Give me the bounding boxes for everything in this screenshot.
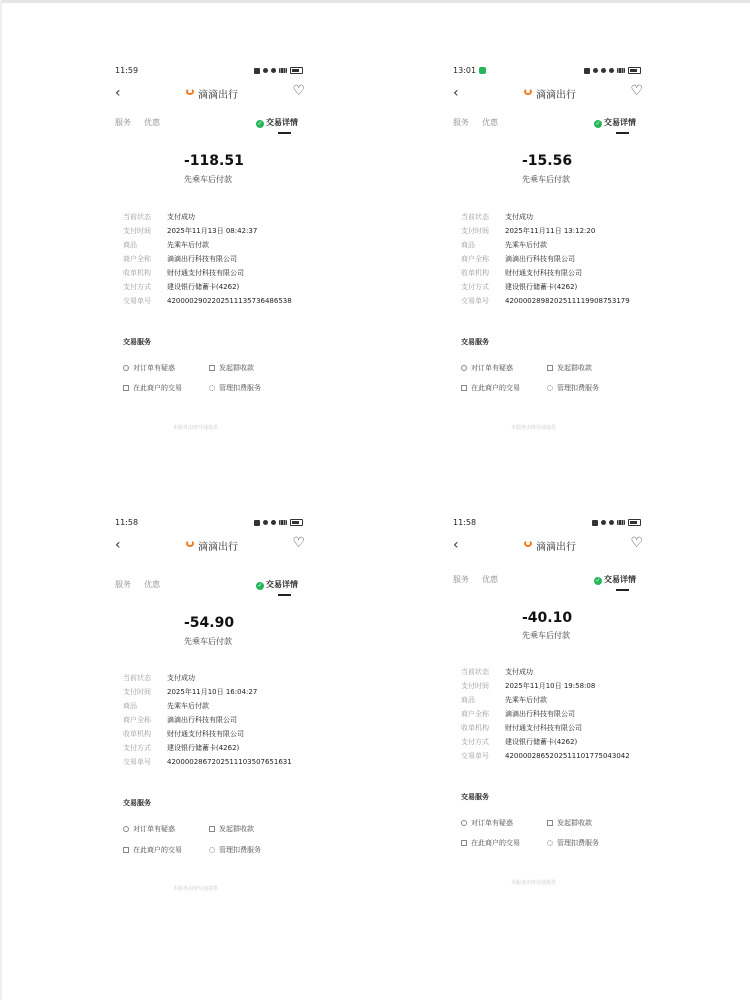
mute-icon xyxy=(263,520,268,525)
field-label: 商品 xyxy=(461,241,475,249)
signal-icon xyxy=(279,520,287,525)
service-label: 发起群收款 xyxy=(557,364,592,372)
field-label: 交易单号 xyxy=(123,758,151,766)
field-value: 支付成功 xyxy=(167,674,195,682)
merchant-transactions-button[interactable] xyxy=(461,838,520,848)
status-time-text: 13:01 xyxy=(453,66,477,75)
detail-row-product xyxy=(461,693,643,707)
status-time: 11:59 xyxy=(115,66,139,75)
field-value: 4200002865202511101775043042 xyxy=(505,752,630,760)
didi-logo-icon xyxy=(524,540,532,547)
tab-active-indicator xyxy=(616,132,629,134)
list-icon xyxy=(123,385,129,391)
detail-row-order-id xyxy=(461,294,643,308)
tab-service[interactable]: 服务 xyxy=(453,118,469,127)
field-label: 支付时间 xyxy=(123,227,151,235)
field-label: 商品 xyxy=(123,702,137,710)
tab-active-indicator xyxy=(616,589,629,591)
field-value: 建设银行储蓄卡(4262) xyxy=(167,283,240,291)
field-value: 建设银行储蓄卡(4262) xyxy=(505,738,578,746)
payment-item: 先乘车后付款 xyxy=(184,637,232,646)
help-icon xyxy=(461,820,467,826)
mute-icon xyxy=(601,520,606,525)
detail-row-method xyxy=(461,280,643,294)
services-title: 交易服务 xyxy=(123,338,151,346)
tab-transaction-detail[interactable] xyxy=(256,579,298,590)
group-collect-button[interactable] xyxy=(547,818,592,828)
tab-bar xyxy=(115,117,305,131)
detail-row-product xyxy=(123,699,305,713)
field-label: 交易单号 xyxy=(123,297,151,305)
status-icons xyxy=(592,519,641,526)
list-icon xyxy=(123,847,129,853)
service-label: 在此商户的交易 xyxy=(133,384,182,392)
service-label: 发起群收款 xyxy=(557,819,592,827)
field-value: 支付成功 xyxy=(505,213,533,221)
green-check-icon: ✓ xyxy=(595,577,601,584)
field-label: 支付方式 xyxy=(123,283,151,291)
battery-icon xyxy=(290,67,303,74)
group-collect-button[interactable] xyxy=(209,363,254,373)
nav-bar xyxy=(453,535,643,554)
provider-note: 本服务由财付通提供 xyxy=(173,425,219,431)
tab-promo[interactable]: 优惠 xyxy=(144,118,160,127)
mute-icon xyxy=(263,68,268,73)
status-bar xyxy=(115,518,305,530)
detail-rows xyxy=(123,671,305,769)
battery-icon xyxy=(628,519,641,526)
detail-row-method xyxy=(123,741,305,755)
field-label: 交易单号 xyxy=(461,752,489,760)
service-label: 在此商户的交易 xyxy=(133,846,182,854)
gear-icon xyxy=(547,385,553,391)
nav-bar xyxy=(115,83,305,102)
detail-rows xyxy=(461,210,643,308)
wifi-icon xyxy=(271,520,276,525)
field-label: 当前状态 xyxy=(461,213,489,221)
help-icon xyxy=(123,826,129,832)
field-label: 当前状态 xyxy=(123,213,151,221)
detail-row-status xyxy=(123,671,305,685)
field-label: 支付时间 xyxy=(461,682,489,690)
detail-row-order-id xyxy=(123,755,305,769)
field-value: 先乘车后付款 xyxy=(167,702,209,710)
tab-detail-label: 交易详情 xyxy=(266,118,298,127)
green-check-icon: ✓ xyxy=(257,120,263,127)
field-label: 支付方式 xyxy=(123,744,151,752)
signal-icon xyxy=(617,68,625,73)
payment-amount: -15.56 xyxy=(522,153,573,169)
merchant-title[interactable]: 滴滴出行 xyxy=(536,542,576,553)
payment-detail-screen-2 xyxy=(453,66,643,446)
payment-item: 先乘车后付款 xyxy=(184,175,232,184)
list-icon xyxy=(461,385,467,391)
payment-detail-screen-1 xyxy=(115,66,305,446)
green-check-icon: ✓ xyxy=(257,582,263,589)
field-label: 支付方式 xyxy=(461,283,489,291)
location-icon xyxy=(593,68,598,73)
field-label: 商户全称 xyxy=(123,716,151,724)
document-icon xyxy=(209,365,215,371)
services-title: 交易服务 xyxy=(461,793,489,801)
field-label: 支付时间 xyxy=(123,688,151,696)
detail-row-product xyxy=(461,238,643,252)
field-value: 支付成功 xyxy=(167,213,195,221)
wechat-notification-icon xyxy=(479,67,486,74)
gear-icon xyxy=(547,840,553,846)
tab-transaction-detail[interactable] xyxy=(594,574,636,585)
document-icon xyxy=(547,365,553,371)
tab-active-indicator xyxy=(278,594,291,596)
heart-icon[interactable]: ♡ xyxy=(630,83,643,99)
payment-amount: -40.10 xyxy=(522,610,573,626)
service-label: 管理扣费服务 xyxy=(557,839,599,847)
field-label: 收单机构 xyxy=(461,724,489,732)
field-label: 支付时间 xyxy=(461,227,489,235)
field-value: 先乘车后付款 xyxy=(167,241,209,249)
detail-row-status xyxy=(461,210,643,224)
tab-bar xyxy=(115,579,305,593)
payment-amount: -118.51 xyxy=(184,153,244,169)
gear-icon xyxy=(209,385,215,391)
detail-row-method xyxy=(123,280,305,294)
service-label: 在此商户的交易 xyxy=(471,839,520,847)
tab-promo[interactable]: 优惠 xyxy=(482,118,498,127)
detail-row-time xyxy=(461,224,643,238)
detail-row-product xyxy=(123,238,305,252)
merchant-transactions-button[interactable] xyxy=(123,383,182,393)
field-label: 收单机构 xyxy=(461,269,489,277)
tab-service[interactable]: 服务 xyxy=(453,575,469,584)
status-bar xyxy=(453,518,643,530)
document-icon xyxy=(209,826,215,832)
field-label: 商品 xyxy=(123,241,137,249)
manage-deduction-button[interactable] xyxy=(547,383,599,393)
nav-bar xyxy=(453,83,643,102)
heart-icon[interactable]: ♡ xyxy=(292,535,305,551)
provider-note: 本服务由财付通提供 xyxy=(511,880,557,886)
tab-transaction-detail[interactable] xyxy=(256,117,298,128)
detail-rows xyxy=(461,665,643,763)
payment-item: 先乘车后付款 xyxy=(522,175,570,184)
field-label: 收单机构 xyxy=(123,730,151,738)
green-check-icon: ✓ xyxy=(595,120,601,127)
scan-edge-left xyxy=(0,0,2,1000)
payment-item: 先乘车后付款 xyxy=(522,631,570,640)
field-value: 先乘车后付款 xyxy=(505,696,547,704)
scan-edge-top xyxy=(0,0,750,3)
service-label: 管理扣费服务 xyxy=(219,846,261,854)
field-value: 2025年11月11日 13:12:20 xyxy=(505,227,596,235)
field-label: 商品 xyxy=(461,696,475,704)
help-icon xyxy=(123,365,129,371)
field-value: 建设银行储蓄卡(4262) xyxy=(167,744,240,752)
field-value: 2025年11月10日 19:58:08 xyxy=(505,682,596,690)
status-icons xyxy=(254,519,303,526)
status-icons xyxy=(254,67,303,74)
field-value: 滴滴出行科技有限公司 xyxy=(167,255,237,263)
battery-icon xyxy=(290,519,303,526)
merchant-transactions-button[interactable] xyxy=(461,383,520,393)
payment-detail-screen-3 xyxy=(115,518,305,898)
detail-row-acquirer xyxy=(123,727,305,741)
notification-icon xyxy=(254,68,260,74)
detail-row-merchant xyxy=(123,713,305,727)
status-time xyxy=(453,66,486,75)
field-label: 支付方式 xyxy=(461,738,489,746)
field-value: 财付通支付科技有限公司 xyxy=(505,724,582,732)
detail-row-order-id xyxy=(461,749,643,763)
detail-row-acquirer xyxy=(123,266,305,280)
order-question-button[interactable] xyxy=(461,818,513,828)
back-chevron-icon[interactable]: ‹ xyxy=(115,85,121,101)
field-value: 先乘车后付款 xyxy=(505,241,547,249)
detail-rows xyxy=(123,210,305,308)
tab-bar xyxy=(453,574,643,588)
wifi-icon xyxy=(609,68,614,73)
merchant-title[interactable]: 滴滴出行 xyxy=(536,90,576,101)
didi-logo-icon xyxy=(524,88,532,95)
service-label: 管理扣费服务 xyxy=(557,384,599,392)
mute-icon xyxy=(601,68,606,73)
detail-row-status xyxy=(461,665,643,679)
detail-row-merchant xyxy=(123,252,305,266)
group-collect-button[interactable] xyxy=(547,363,592,373)
field-value: 滴滴出行科技有限公司 xyxy=(167,716,237,724)
provider-note: 本服务由财付通提供 xyxy=(511,425,557,431)
didi-logo-icon xyxy=(186,540,194,547)
battery-icon xyxy=(628,67,641,74)
gear-icon xyxy=(209,847,215,853)
manage-deduction-button[interactable] xyxy=(209,383,261,393)
manage-deduction-button[interactable] xyxy=(547,838,599,848)
tab-active-indicator xyxy=(278,132,291,134)
notification-icon xyxy=(254,520,260,526)
field-value: 4200002867202511103507651631 xyxy=(167,758,292,766)
services-title: 交易服务 xyxy=(123,799,151,807)
field-value: 滴滴出行科技有限公司 xyxy=(505,710,575,718)
list-icon xyxy=(461,840,467,846)
detail-row-time xyxy=(461,679,643,693)
detail-row-method xyxy=(461,735,643,749)
status-icons xyxy=(584,67,641,74)
order-question-button[interactable] xyxy=(123,824,175,834)
merchant-title[interactable]: 滴滴出行 xyxy=(198,542,238,553)
tab-transaction-detail[interactable] xyxy=(594,117,636,128)
status-bar xyxy=(453,66,643,78)
service-label: 管理扣费服务 xyxy=(219,384,261,392)
service-label: 对订单有疑惑 xyxy=(133,364,175,372)
wifi-icon xyxy=(271,68,276,73)
service-label: 发起群收款 xyxy=(219,364,254,372)
service-label: 对订单有疑惑 xyxy=(133,825,175,833)
tab-promo[interactable]: 优惠 xyxy=(482,575,498,584)
field-value: 建设银行储蓄卡(4262) xyxy=(505,283,578,291)
field-label: 当前状态 xyxy=(461,668,489,676)
detail-row-acquirer xyxy=(461,721,643,735)
merchant-title[interactable]: 滴滴出行 xyxy=(198,90,238,101)
tab-detail-label: 交易详情 xyxy=(266,580,298,589)
field-value: 2025年11月13日 08:42:37 xyxy=(167,227,258,235)
field-value: 支付成功 xyxy=(505,668,533,676)
tab-promo[interactable]: 优惠 xyxy=(144,580,160,589)
payment-amount: -54.90 xyxy=(184,615,235,631)
service-label: 在此商户的交易 xyxy=(471,384,520,392)
field-value: 财付通支付科技有限公司 xyxy=(167,269,244,277)
back-chevron-icon[interactable]: ‹ xyxy=(453,85,459,101)
heart-icon[interactable]: ♡ xyxy=(292,83,305,99)
field-label: 当前状态 xyxy=(123,674,151,682)
group-collect-button[interactable] xyxy=(209,824,254,834)
detail-row-time xyxy=(123,224,305,238)
signal-icon xyxy=(279,68,287,73)
merchant-transactions-button[interactable] xyxy=(123,845,182,855)
service-label: 发起群收款 xyxy=(219,825,254,833)
detail-row-merchant xyxy=(461,252,643,266)
tab-bar xyxy=(453,117,643,131)
field-label: 商户全称 xyxy=(461,710,489,718)
nav-bar xyxy=(115,535,305,554)
status-time: 11:58 xyxy=(115,518,139,527)
notification-icon xyxy=(584,68,590,74)
field-label: 交易单号 xyxy=(461,297,489,305)
document-icon xyxy=(547,820,553,826)
field-value: 滴滴出行科技有限公司 xyxy=(505,255,575,263)
heart-icon[interactable]: ♡ xyxy=(630,535,643,551)
back-chevron-icon[interactable]: ‹ xyxy=(453,537,459,553)
help-icon xyxy=(461,365,467,371)
field-label: 商户全称 xyxy=(123,255,151,263)
service-label: 对订单有疑惑 xyxy=(471,819,513,827)
notification-icon xyxy=(592,520,598,526)
field-value: 财付通支付科技有限公司 xyxy=(505,269,582,277)
detail-row-merchant xyxy=(461,707,643,721)
signal-icon xyxy=(617,520,625,525)
field-value: 2025年11月10日 16:04:27 xyxy=(167,688,258,696)
back-chevron-icon[interactable]: ‹ xyxy=(115,537,121,553)
field-value: 财付通支付科技有限公司 xyxy=(167,730,244,738)
detail-row-time xyxy=(123,685,305,699)
payment-detail-screen-4 xyxy=(453,518,643,898)
detail-row-status xyxy=(123,210,305,224)
manage-deduction-button[interactable] xyxy=(209,845,261,855)
field-value: 4200002898202511119908753179 xyxy=(505,297,630,305)
field-label: 收单机构 xyxy=(123,269,151,277)
tab-service[interactable]: 服务 xyxy=(115,580,131,589)
order-question-button[interactable] xyxy=(123,363,175,373)
detail-row-acquirer xyxy=(461,266,643,280)
detail-row-order-id xyxy=(123,294,305,308)
service-label: 对订单有疑惑 xyxy=(471,364,513,372)
services-title: 交易服务 xyxy=(461,338,489,346)
field-value: 4200002902202511135736486538 xyxy=(167,297,292,305)
provider-note: 本服务由财付通提供 xyxy=(173,886,219,892)
status-bar xyxy=(115,66,305,78)
order-question-button[interactable] xyxy=(461,363,513,373)
didi-logo-icon xyxy=(186,88,194,95)
field-label: 商户全称 xyxy=(461,255,489,263)
wifi-icon xyxy=(609,520,614,525)
status-time: 11:58 xyxy=(453,518,477,527)
tab-detail-label: 交易详情 xyxy=(604,575,636,584)
tab-service[interactable]: 服务 xyxy=(115,118,131,127)
tab-detail-label: 交易详情 xyxy=(604,118,636,127)
